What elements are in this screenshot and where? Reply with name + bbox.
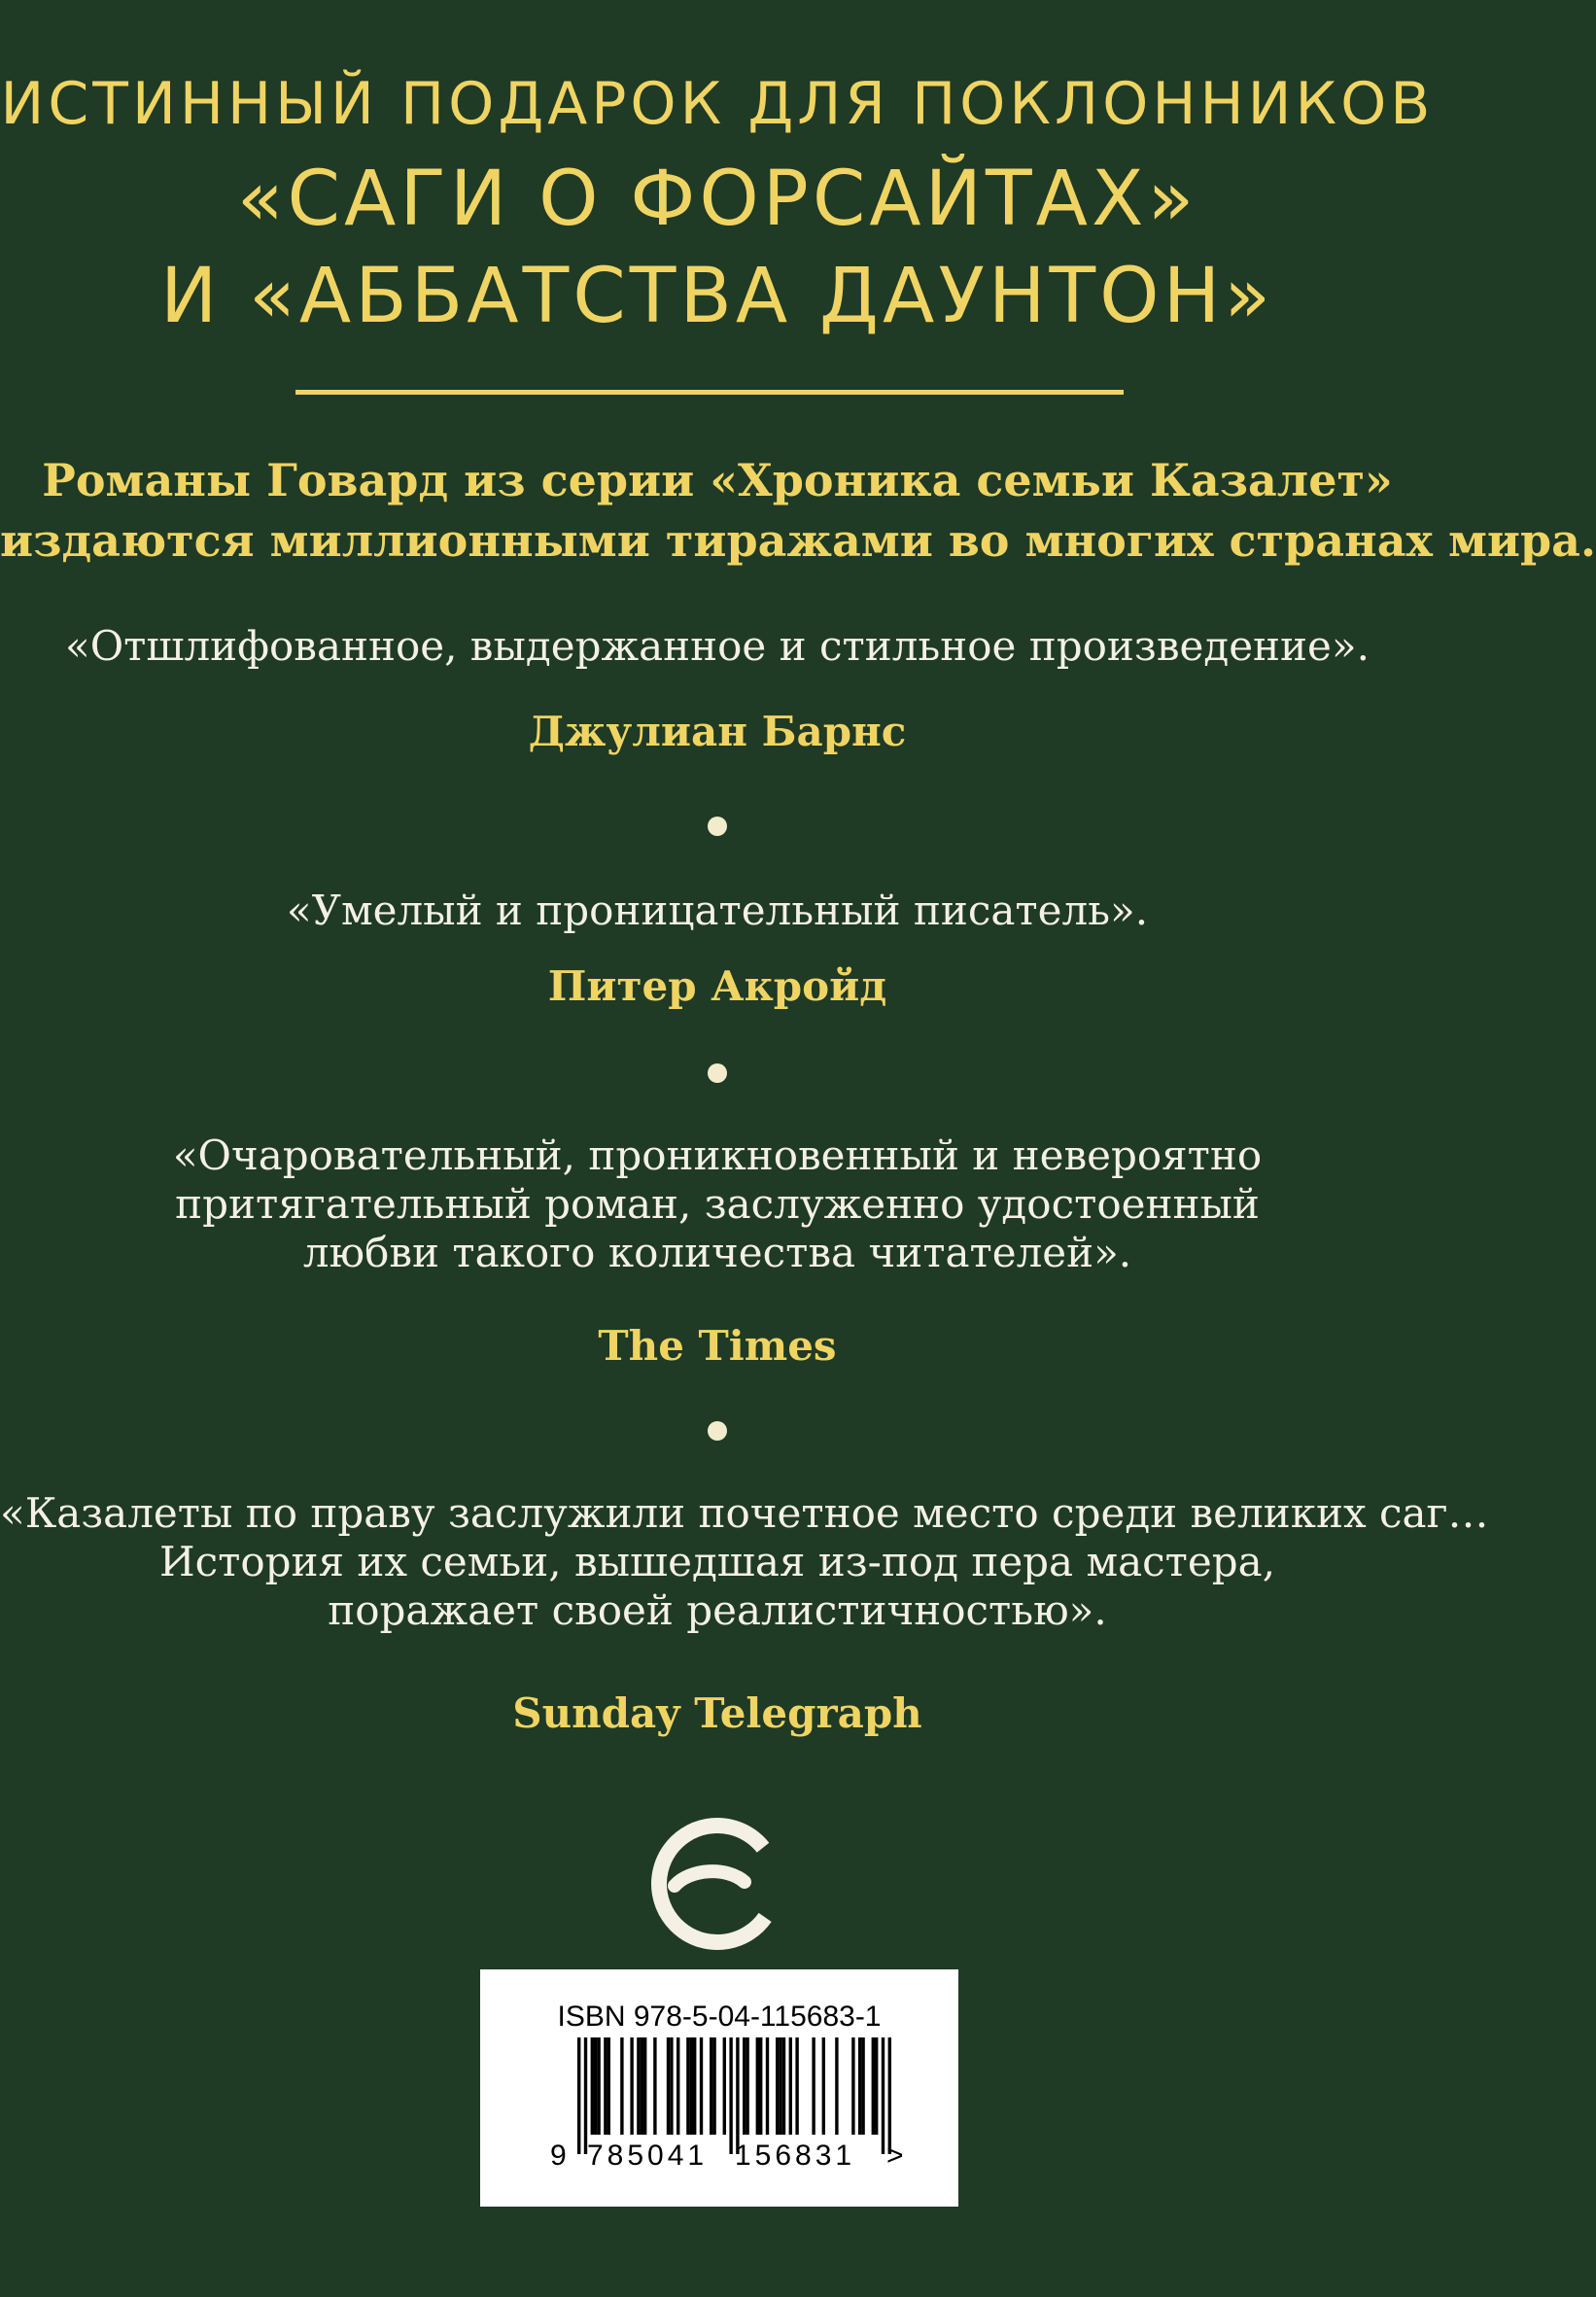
barcode-bar bbox=[875, 2037, 878, 2135]
review-quote-line: «Очаровательный, проникновенный и невероятно bbox=[172, 1131, 1263, 1179]
barcode-bar bbox=[776, 2037, 779, 2135]
barcode-bar bbox=[756, 2037, 759, 2135]
barcode-bar bbox=[693, 2037, 696, 2135]
separator-dot bbox=[708, 1421, 727, 1441]
barcode-bar bbox=[766, 2037, 769, 2135]
review-author-3: The Times bbox=[598, 1322, 837, 1370]
barcode-bar bbox=[759, 2037, 762, 2135]
review-quote-line: притягательный роман, заслуженно удостоенный bbox=[175, 1180, 1260, 1228]
barcode-bar bbox=[736, 2037, 739, 2154]
barcode-bar bbox=[667, 2037, 670, 2135]
barcode-bar bbox=[584, 2037, 587, 2154]
barcode-bar bbox=[782, 2037, 785, 2135]
lead-line-2: издаются миллионными тиражами во многих странах мира. bbox=[0, 514, 1596, 567]
ean-digits bbox=[480, 2140, 958, 2178]
review-author-1: Джулиан Барнс bbox=[528, 708, 907, 755]
barcode-bar bbox=[630, 2037, 633, 2135]
review-quote-4 bbox=[0, 1489, 1489, 1635]
barcode-bar bbox=[594, 2037, 597, 2135]
barcode-bar bbox=[637, 2037, 640, 2135]
barcode-bar bbox=[690, 2037, 693, 2135]
barcode-bar bbox=[746, 2037, 748, 2135]
lead-line-1: Романы Говард из серии «Хроника семьи Казалет» bbox=[42, 454, 1393, 506]
barcode-bar bbox=[591, 2037, 594, 2135]
barcode-bar bbox=[677, 2037, 679, 2135]
isbn-barcode bbox=[480, 1969, 958, 2207]
barcode-bar bbox=[620, 2037, 623, 2135]
barcode-bar bbox=[858, 2037, 861, 2135]
review-quote-line: «Отшлифованное, выдержанное и стильное произведение». bbox=[65, 622, 1370, 670]
review-quote-line: поражает своей реалистичностью». bbox=[328, 1586, 1107, 1634]
review-quote-line: «Умелый и проницательный писатель». bbox=[286, 887, 1149, 934]
headline-line-1: ИСТИННЫЙ ПОДАРОК ДЛЯ ПОКЛОННИКОВ bbox=[0, 70, 1435, 138]
barcode-bar bbox=[641, 2037, 643, 2135]
ean-right-group: 156831 bbox=[735, 2140, 856, 2172]
headline-line-3: И «АББАТСТВА ДАУНТОН» bbox=[160, 253, 1274, 340]
barcode-bar bbox=[710, 2037, 712, 2135]
ean-first-digit: 9 bbox=[550, 2140, 571, 2172]
barcode-bar bbox=[686, 2037, 689, 2135]
barcode-bar bbox=[789, 2037, 792, 2135]
barcode-bar bbox=[743, 2037, 746, 2135]
separator-dot bbox=[708, 1063, 727, 1083]
review-quote-line: История их семьи, вышедшая из-под пера мастера, bbox=[158, 1538, 1276, 1585]
barcode-bar bbox=[729, 2037, 732, 2154]
barcode-bar bbox=[888, 2037, 891, 2154]
barcode-bar bbox=[712, 2037, 715, 2135]
eksmo-logo-icon bbox=[651, 1818, 783, 1950]
barcode-bar bbox=[872, 2037, 875, 2135]
ean-left-group: 785041 bbox=[587, 2140, 709, 2172]
barcode-bar bbox=[882, 2037, 885, 2154]
barcode-bar bbox=[700, 2037, 703, 2135]
barcode-bar bbox=[597, 2037, 600, 2135]
headline-divider bbox=[295, 390, 1124, 395]
barcode-bar bbox=[653, 2037, 656, 2135]
barcode-bar bbox=[723, 2037, 726, 2135]
ean-quiet-mark: > bbox=[886, 2140, 908, 2172]
isbn-number: ISBN 978-5-04-115683-1 bbox=[557, 2001, 882, 2033]
review-quote-line: любви такого количества читателей». bbox=[302, 1229, 1132, 1276]
barcode-bar bbox=[604, 2037, 607, 2135]
barcode-bar bbox=[795, 2037, 798, 2135]
review-quote-line: «Казалеты по праву заслужили почетное место среди великих саг… bbox=[0, 1489, 1489, 1537]
review-quote-2 bbox=[0, 887, 1435, 935]
review-quote-1 bbox=[0, 622, 1435, 671]
barcode-bar bbox=[607, 2037, 610, 2135]
barcode-bar bbox=[670, 2037, 673, 2135]
review-author-4: Sunday Telegraph bbox=[512, 1689, 922, 1737]
barcode-bar bbox=[812, 2037, 815, 2135]
review-author-2: Питер Акройд bbox=[547, 962, 887, 1010]
barcode-bar bbox=[835, 2037, 838, 2135]
barcode-bar bbox=[861, 2037, 864, 2135]
headline-line-2: «САГИ О ФОРСАЙТАХ» bbox=[236, 156, 1198, 243]
barcode-bar bbox=[851, 2037, 854, 2135]
review-quote-3 bbox=[0, 1131, 1435, 1277]
barcode-bar bbox=[779, 2037, 781, 2135]
lead-paragraph bbox=[0, 450, 1596, 571]
barcode-bar bbox=[643, 2037, 646, 2135]
barcode-bar bbox=[577, 2037, 580, 2154]
separator-dot bbox=[708, 817, 727, 836]
barcode-bar bbox=[822, 2037, 825, 2135]
